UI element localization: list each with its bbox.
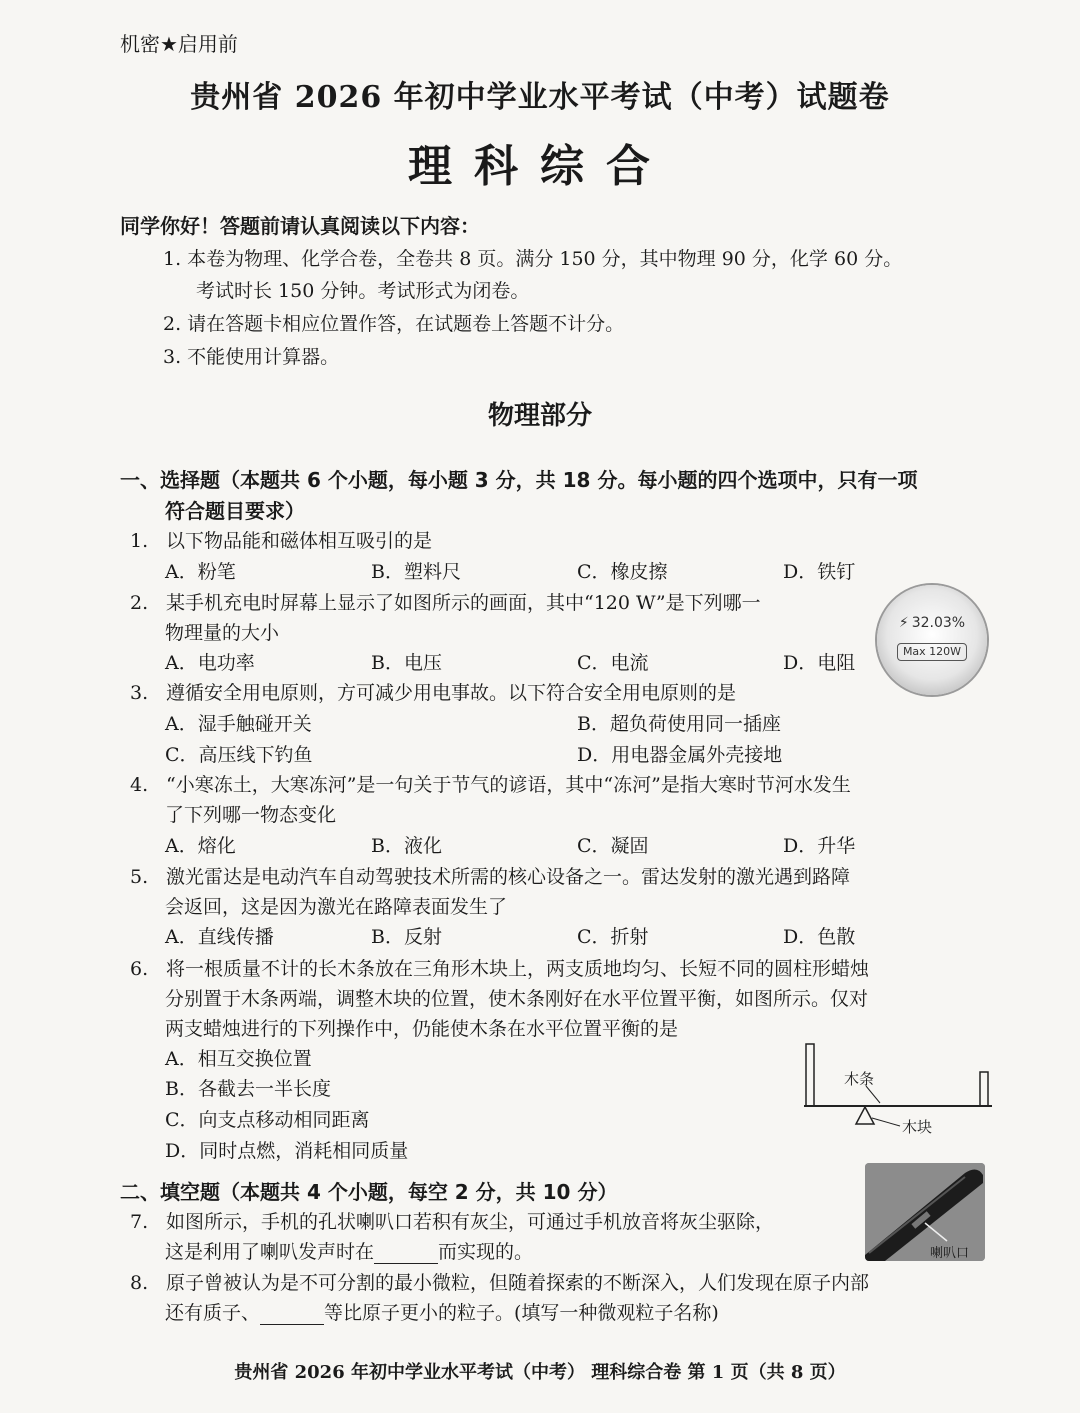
- question-8: [130, 1268, 869, 1295]
- question-text: 以下物品能和磁体相互吸引的是: [166, 530, 433, 552]
- question-1: [130, 526, 432, 553]
- triangle-block: [856, 1107, 874, 1124]
- notice-greeting: 同学你好！答题前请认真阅读以下内容：: [120, 214, 480, 238]
- option: D．升华: [783, 835, 856, 857]
- question-7: [130, 1207, 774, 1234]
- block-label-line: [872, 1118, 900, 1126]
- option: C．高压线下钓鱼: [165, 744, 313, 766]
- section-title: 物理部分: [487, 401, 592, 431]
- question-number: 4.: [130, 774, 149, 796]
- question-text: 如图所示，手机的孔状喇叭口若积有灰尘，可通过手机放音将灰尘驱除，: [166, 1211, 775, 1233]
- max-power-badge: Max 120W: [897, 643, 967, 661]
- part1-heading-cont: 符合题目要求）: [165, 499, 305, 523]
- answer-blank: [260, 1306, 324, 1325]
- option: C．折射: [577, 926, 649, 948]
- notice-item-2: 2. 请在答题卡相应位置作答，在试题卷上答题不计分。: [163, 313, 625, 335]
- option: C．向支点移动相同距离: [165, 1109, 370, 1131]
- question-text-cont: 会返回，这是因为激光在路障表面发生了: [165, 896, 508, 918]
- option: C．凝固: [577, 835, 649, 857]
- page-footer: 贵州省 2026 年初中学业水平考试（中考） 理科综合卷 第 1 页（共 8 页）: [234, 1362, 846, 1383]
- option: B．电压: [371, 652, 442, 674]
- question-number: 1.: [130, 530, 149, 552]
- option: D．色散: [783, 926, 856, 948]
- confidential-mark: 机密★启用前: [120, 32, 238, 56]
- question-number: 6.: [130, 958, 149, 980]
- short-candle: [980, 1072, 988, 1106]
- long-candle: [806, 1044, 814, 1106]
- question-4: [130, 770, 851, 797]
- question-text: “小寒冻土，大寒冻河”是一句关于节气的谚语，其中“冻河”是指大寒时节河水发生: [166, 774, 851, 796]
- option: C．橡皮擦: [577, 561, 668, 583]
- part2-heading: 二、填空题（本题共 4 个小题，每空 2 分，共 10 分）: [120, 1180, 618, 1204]
- battery-percent-text: 32.03%: [911, 615, 966, 631]
- option: D．同时点燃，消耗相同质量: [165, 1140, 409, 1162]
- question-number: 7.: [130, 1211, 149, 1233]
- option: A．相互交换位置: [165, 1048, 312, 1070]
- option: D．用电器金属外壳接地: [577, 744, 783, 766]
- block-label: 木块: [902, 1118, 933, 1136]
- lever-balance-figure: [800, 1040, 1000, 1140]
- question-2: [130, 588, 761, 615]
- question-6: [130, 954, 869, 981]
- option: A．直线传播: [165, 926, 274, 948]
- question-5: [130, 862, 850, 889]
- lightning-icon: ⚡: [898, 615, 909, 631]
- answer-blank: [374, 1245, 438, 1264]
- question-text-cont: 物理量的大小: [165, 622, 280, 644]
- question-text: 激光雷达是电动汽车自动驾驶技术所需的核心设备之一。雷达发射的激光遇到路障: [166, 866, 851, 888]
- option: A．熔化: [165, 835, 236, 857]
- question-text: 遵循安全用电原则，方可减少用电事故。以下符合安全用电原则的是: [166, 682, 737, 704]
- question-8-blank-line: [165, 1298, 719, 1325]
- text-before-blank: 这是利用了喇叭发声时在: [165, 1241, 375, 1263]
- question-text: 将一根质量不计的长木条放在三角形木块上，两支质地均匀、长短不同的圆柱形蜡烛: [166, 958, 870, 980]
- question-number: 3.: [130, 682, 149, 704]
- part1-heading: 一、选择题（本题共 6 个小题，每小题 3 分，共 18 分。每小题的四个选项中，只有一项: [120, 468, 918, 492]
- bar-label: 木条: [844, 1070, 875, 1088]
- question-text-cont: 两支蜡烛进行的下列操作中，仍能使木条在水平位置平衡的是: [165, 1018, 679, 1040]
- option: B．反射: [371, 926, 442, 948]
- text-before-blank: 还有质子、: [165, 1302, 261, 1324]
- subject-title: 理科综合: [408, 141, 672, 192]
- exam-title: 贵州省 2026 年初中学业水平考试（中考）试题卷: [190, 80, 890, 115]
- text-after-blank: 而实现的。: [438, 1241, 534, 1263]
- option: C．电流: [577, 652, 649, 674]
- question-7-blank-line: [165, 1237, 533, 1264]
- question-text: 原子曾被认为是不可分割的最小微粒，但随着探索的不断深入，人们发现在原子内部: [166, 1272, 870, 1294]
- question-number: 2.: [130, 592, 149, 614]
- notice-item-1: 1. 本卷为物理、化学合卷，全卷共 8 页。满分 150 分，其中物理 90 分，化学 60 分。: [163, 248, 903, 270]
- question-text-cont: 分别置于木条两端，调整木块的位置，使木条刚好在水平位置平衡，如图所示。仅对: [165, 988, 869, 1010]
- option: B．液化: [371, 835, 442, 857]
- bar-label-line: [866, 1086, 880, 1103]
- question-text-cont: 了下列哪一物态变化: [165, 804, 337, 826]
- text-after-blank: 等比原子更小的粒子。(填写一种微观粒子名称): [324, 1302, 719, 1324]
- option: B．超负荷使用同一插座: [577, 713, 781, 735]
- option: B．塑料尺: [371, 561, 461, 583]
- battery-percent: [877, 615, 987, 631]
- speaker-label: 喇叭口: [930, 1246, 970, 1261]
- question-3: [130, 678, 736, 705]
- option: A．湿手触碰开关: [165, 713, 312, 735]
- option: B．各截去一半长度: [165, 1078, 331, 1100]
- question-text: 某手机充电时屏幕上显示了如图所示的画面，其中“120 W”是下列哪一: [166, 592, 761, 614]
- option: A．电功率: [165, 652, 255, 674]
- notice-item-3: 3. 不能使用计算器。: [163, 346, 340, 368]
- option: D．电阻: [783, 652, 856, 674]
- question-number: 8.: [130, 1272, 149, 1294]
- charging-display-figure: [877, 585, 987, 695]
- question-number: 5.: [130, 866, 149, 888]
- notice-item-1-cont: 考试时长 150 分钟。考试形式为闭卷。: [196, 280, 530, 302]
- option: D．铁钉: [783, 561, 856, 583]
- option: A．粉笔: [165, 561, 236, 583]
